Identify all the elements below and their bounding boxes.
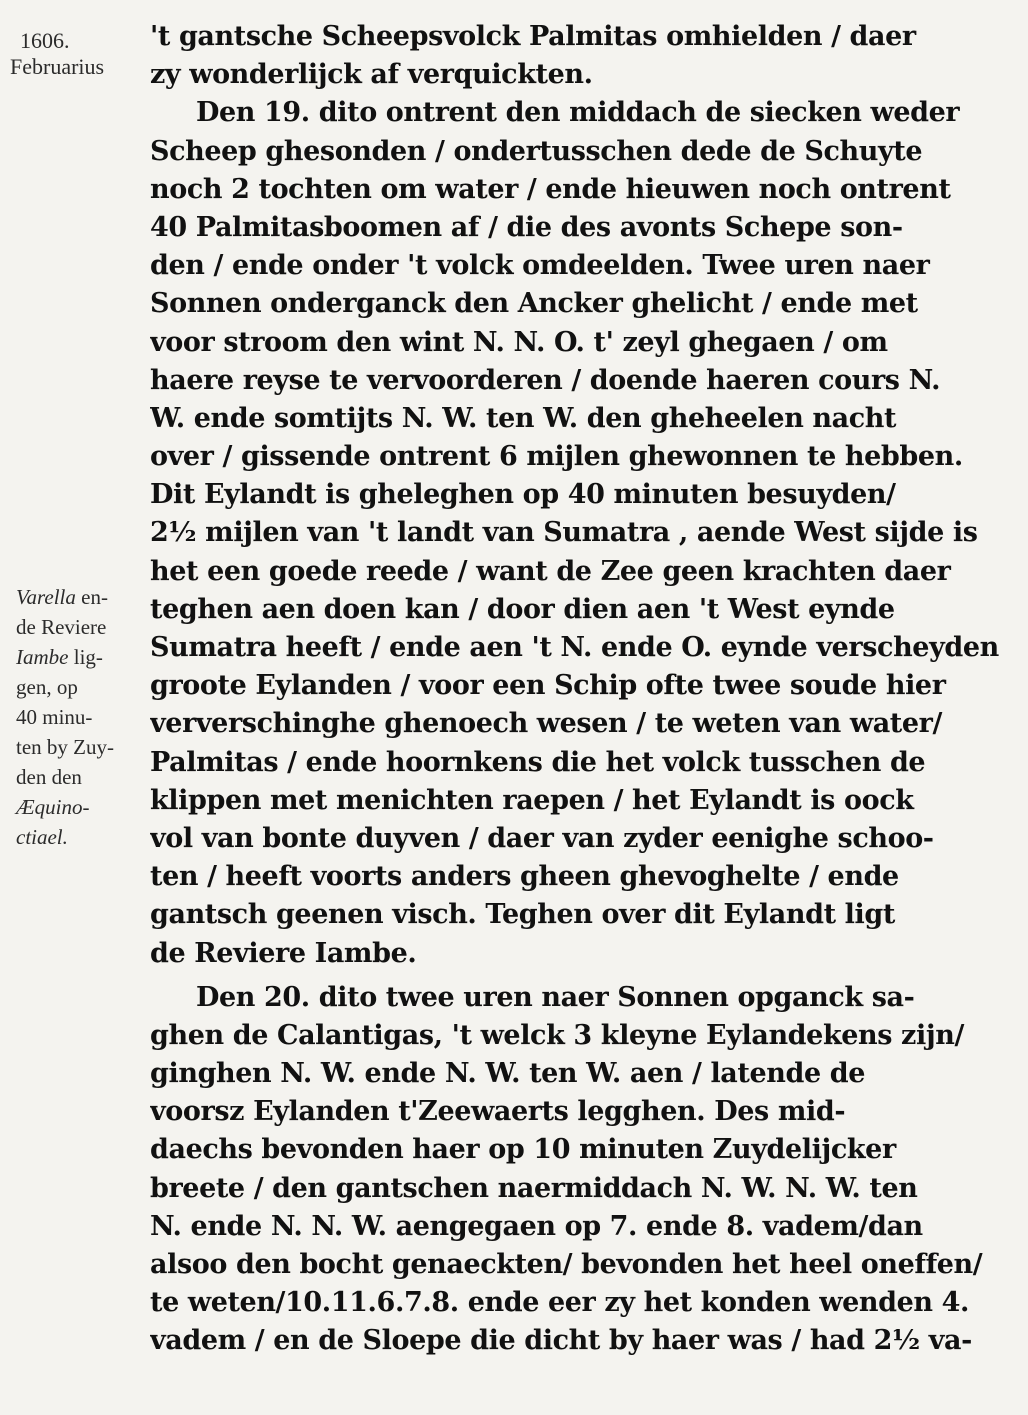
text-line: klippen met menichten raepen / het Eylandt is oock	[150, 784, 914, 816]
text-line: ginghen N. W. ende N. W. ten W. aen / latende de	[150, 1058, 865, 1090]
text-line: vadem / en de Sloepe die dicht by haer was / had 2½ va-	[150, 1325, 972, 1357]
text-line: daechs bevonden haer op 10 minuten Zuydelijcker	[150, 1134, 896, 1166]
margin-location-note	[16, 582, 166, 852]
text-line: de Reviere Iambe.	[150, 937, 417, 969]
margin-note-line: Æquino-	[16, 795, 90, 819]
text-line: ververschinghe ghenoech wesen / te weten van water/	[150, 708, 942, 740]
text-line: voorsz Eylanden t'Zeewaerts legghen. Des mid-	[150, 1096, 846, 1128]
text-line: alsoo den bocht genaeckten/ bevonden het heel oneffen/	[150, 1249, 983, 1280]
margin-note-line: 40 minu-	[16, 705, 93, 729]
margin-month: Februarius	[10, 54, 105, 79]
text-line: te weten/10.11.6.7.8. ende eer zy het konden wenden 4.	[150, 1287, 970, 1319]
margin-note-line: de Reviere	[16, 615, 107, 639]
margin-note-line: Varella en-	[16, 585, 108, 609]
text-line: groote Eylanden / voor een Schip ofte twee soude hier	[150, 670, 946, 702]
text-line: den / ende onder 't volck omdeelden. Twee uren naer	[150, 250, 930, 282]
margin-note-line: den den	[16, 765, 82, 789]
text-line: noch 2 tochten om water / ende hieuwen noch ontrent	[150, 173, 951, 205]
paragraph-1	[150, 18, 1020, 94]
text-line: vol van bonte duyven / daer van zyder eenighe schoo-	[150, 822, 934, 854]
margin-date-note	[10, 28, 140, 80]
text-line: 't gantsche Scheepsvolck Palmitas omhielden / daer	[150, 21, 916, 52]
text-line: W. ende somtijts N. W. ten W. den gheheelen nacht	[150, 402, 897, 434]
text-line: zy wonderlijck af verquickten.	[150, 59, 593, 91]
margin-note-line: ctiael.	[16, 825, 68, 849]
text-line: voor stroom den wint N. N. O. t' zeyl ghegaen / om	[150, 326, 888, 358]
text-line: Den 20. dito twee uren naer Sonnen opganck sa-	[196, 981, 915, 1013]
text-line: teghen aen doen kan / door dien aen 't West eynde	[150, 593, 895, 625]
text-line: Palmitas / ende hoornkens die het volck tusschen de	[150, 746, 926, 778]
text-line: ghen de Calantigas, 't welck 3 kleyne Eylandekens zijn/	[150, 1019, 964, 1051]
margin-year: 1606.	[20, 28, 70, 53]
text-line: Sumatra heeft / ende aen 't N. ende O. eynde verscheyden	[150, 632, 999, 663]
text-line: Sonnen onderganck den Ancker ghelicht / ende met	[150, 288, 918, 320]
text-line: Scheep ghesonden / ondertusschen dede de Schuyte	[150, 135, 923, 167]
margin-note-line: Iambe lig-	[16, 645, 103, 669]
text-line: 2½ mijlen van 't landt van Sumatra , aende West sijde is	[150, 517, 978, 549]
text-line: ten / heeft voorts anders gheen ghevoghelte / ende	[150, 861, 899, 893]
paragraph-2	[150, 94, 1020, 972]
text-line: Den 19. dito ontrent den middach de siecken weder	[196, 97, 960, 129]
paragraph-3	[150, 979, 1020, 1361]
text-line: Dit Eylandt is gheleghen op 40 minuten besuyden/	[150, 479, 896, 511]
text-line: haere reyse te vervoorderen / doende haeren cours N.	[150, 364, 941, 396]
text-line: het een goede reede / want de Zee geen krachten daer	[150, 555, 951, 587]
text-line: over / gissende ontrent 6 mijlen ghewonnen te hebben.	[150, 441, 963, 473]
text-line: breete / den gantschen naermiddach N. W. N. W. ten	[150, 1172, 918, 1204]
main-text-column	[150, 18, 1020, 1361]
margin-note-line: gen, op	[16, 675, 78, 699]
text-line: N. ende N. N. W. aengegaen op 7. ende 8. vadem/dan	[150, 1210, 923, 1242]
margin-note-line: ten by Zuy-	[16, 735, 114, 759]
text-line: 40 Palmitasboomen af / die des avonts Schepe son-	[150, 211, 903, 243]
text-line: gantsch geenen visch. Teghen over dit Eylandt ligt	[150, 899, 895, 931]
